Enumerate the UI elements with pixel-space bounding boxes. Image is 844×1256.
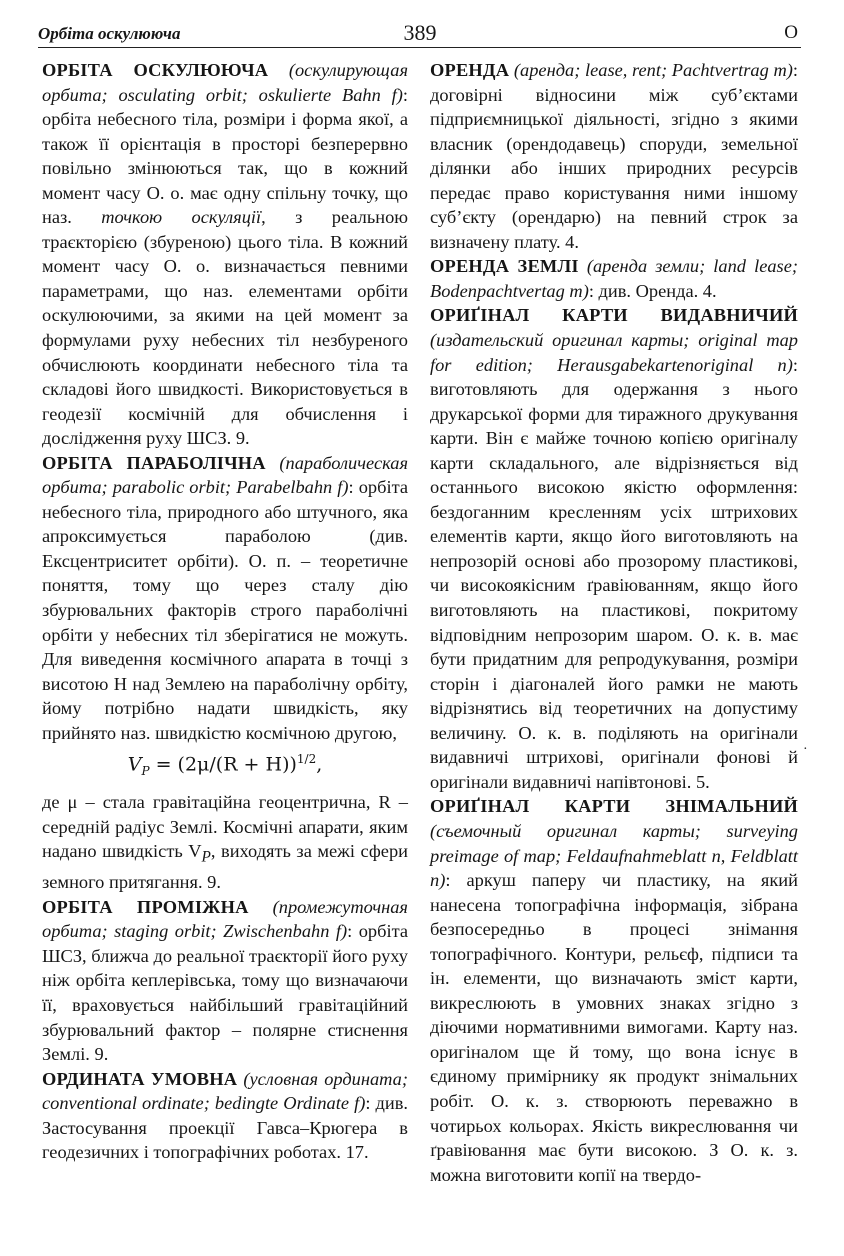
velocity-formula	[42, 747, 408, 784]
entry-italic-term: точкою оскуляції	[101, 207, 262, 228]
entry-text: : див. Оренда. 4.	[588, 280, 717, 301]
entry-text: : орбіта небесного тіла, природного або штучного, яка апроксимується параболою (див. Ексцентриситет орбіти). О. п. – теоретичне поняття, тому що через сталу дію збурювальних факторів строго параболічні орбіти у небесних тіл зберігатися не можуть. Для виведення космічного апарата в точці з висотою H над Землею на параболічну орбіту, йому потрібно надати швидкість, яку прийнято наз. швидкістю космічною другою,	[42, 477, 408, 743]
formula-rhs: = (2μ/(R + H))	[149, 753, 297, 776]
formula-sub: P	[141, 764, 150, 779]
page-header	[38, 18, 798, 46]
entry-term: ОРБІТА ОСКУЛЮЮЧА	[42, 60, 269, 80]
entry-text: : орбіта небесного тіла, розміри і форма якої, а також її орієнтація в просторі безперервно повільно змінюються так, що в кожний момент часу О. о. має одну спільну точку, що наз.	[42, 84, 408, 228]
entry-equivalents: (аренда земли; land lease; Bodenpachtvertag m)	[430, 256, 798, 301]
entry-original-karty-znimalnyi	[430, 794, 798, 1187]
entry-term: ОРДИНАТА УМОВНА	[42, 1068, 238, 1089]
stray-mark: ·	[803, 742, 808, 757]
entry-orbita-oskuliuiucha	[42, 58, 408, 451]
entry-equivalents: (промежуточная орбита; staging orbit; Zwischenbahn f)	[42, 896, 408, 942]
entry-orenda	[430, 58, 798, 254]
entry-equivalents: (условная ордината; conventional ordinate; bedingte Ordinate f)	[42, 1068, 408, 1114]
page-number: 389	[403, 20, 437, 45]
entry-equivalents: (аренда; lease, rent; Pachtvertrag m)	[513, 60, 793, 80]
entry-orenda-zemli	[430, 254, 798, 303]
entry-orbita-parabolichna	[42, 451, 408, 746]
entry-text: : договірні відносини між суб’єктами підприємницької діяльності, згідно з якими власник (орендодавець) споруди, земельної ділянки або інших природних ресурсів передає право користування ними іншому суб’єкту (орендарю) на певний строк за визначену плату. 4.	[430, 60, 798, 252]
entry-term: ОРБІТА ПРОМІЖНА	[42, 896, 249, 917]
entry-term: ОРИҐІНАЛ КАРТИ ЗНІМАЛЬНИЙ	[430, 796, 798, 817]
entry-equivalents: (издательский оригинал карты; original map for edition; Herausgabekartenoriginal n)	[430, 330, 798, 375]
entry-term: ОРИҐІНАЛ КАРТИ ВИДАВНИЧИЙ	[430, 305, 798, 326]
formula-end: ,	[316, 753, 323, 776]
entry-text: : див. Застосування проекції Гавса–Крюгера в геодезичних і топографічних роботах. 17.	[42, 1093, 408, 1163]
entry-text: : виготовляють для одержання з нього друкарської форми для тиражного друкування карти. Він є майже точною копією оригіналу карти складального, але відрізняється від останнього високою якістю оформлення: бездоганним кресленням усіх штрихових елементів карти, якщо його виготовляють на непрозорій основі або прозорому пластикові, чи високоякісним ґравіюванням, якщо його виготовляють на пластикові, покритому відповідним непрозорим шаром. О. к. в. має бути придатним для репродукування, розміри сторін і діагоналей його рамки не мають відрізнятись від теоретичних на допустиму величину. О. к. в. поділяють на оригінали видавничі штрихові, оригінали фонові й оригінали видавничі напівтонові. 5.	[430, 354, 798, 792]
entry-text: : орбіта ШСЗ, ближча до реальної траєкторії його руху ніж орбіта кеплерівська, тому що визначаючи її, враховується найбільший гравітаційний збурювальний фактор – полярне стиснення Землі. 9.	[42, 921, 408, 1065]
entry-original-karty-vydavnychyi	[430, 303, 798, 794]
formula-exp: 1/2	[296, 752, 317, 767]
entry-text-end: , виходять за межі сфери земного притягання. 9.	[42, 841, 408, 893]
formula-lhs: V	[127, 753, 142, 776]
section-letter: О	[784, 22, 798, 43]
entry-orbita-promizhna	[42, 895, 408, 1067]
entry-term: ОРЕНДА	[430, 60, 510, 80]
right-column	[430, 58, 798, 1187]
entry-term: ОРБІТА ПАРАБОЛІЧНА	[42, 452, 266, 473]
entry-equivalents: (параболическая орбита; parabolic orbit; Parabelbahn f)	[42, 452, 408, 498]
entry-equivalents: (оскулирующая орбита; osculating orbit; oskulierte Bahn f)	[42, 60, 408, 105]
entry-ordynata-umovna	[42, 1067, 408, 1165]
entry-equivalents: (съемочный оригинал карты; surveying preimage of map; Feldaufnahmeblatt n, Feldblatt n)	[430, 820, 798, 891]
entry-text-sub: P	[201, 848, 211, 866]
entry-text-cont: , з реальною траєкторією (збуреною) цього тіла. В кожний момент часу О. о. визначається певними параметрами, що наз. елементами орбіти оскулюючими, за якими на цей момент за формулами руху небесних тіл незбуреного обчислюють координати небесного тіла та складові його швидкості. Використовується в геодезії космічній для обчислення і дослідження руху ШСЗ. 9.	[42, 207, 409, 449]
entry-orbita-parabolichna-cont	[42, 790, 408, 895]
entry-text-cont: де μ – стала гравітаційна геоцентрична, R – середній радіус Землі. Космічні апарати, яким надано швидкість V	[42, 791, 408, 862]
entry-term: ОРЕНДА ЗЕМЛІ	[430, 256, 579, 277]
left-column	[42, 58, 408, 1165]
header-rule	[38, 47, 801, 48]
running-title: Орбіта оскулююча	[38, 24, 181, 43]
entry-text: : аркуш паперу чи пластику, на який нанесена топографічна інформація, зібрана безпосередньо в процесі знімання топографічного. Контури, рельєф, підписи та ін. елементи, що визначають зміст карти, викреслюють в умовних знаках згідно з діючими нормативними вимогами. Карту наз. оригіналом ще й тому, що вона існує в єдиному примірнику як продукт знімальних робіт. О. к. з. створюють переважно в чотирьох кольорах. Якість викреслювання чи ґравіювання має бути високою. З О. к. з. можна виготовити копії на твердо-	[430, 870, 798, 1185]
